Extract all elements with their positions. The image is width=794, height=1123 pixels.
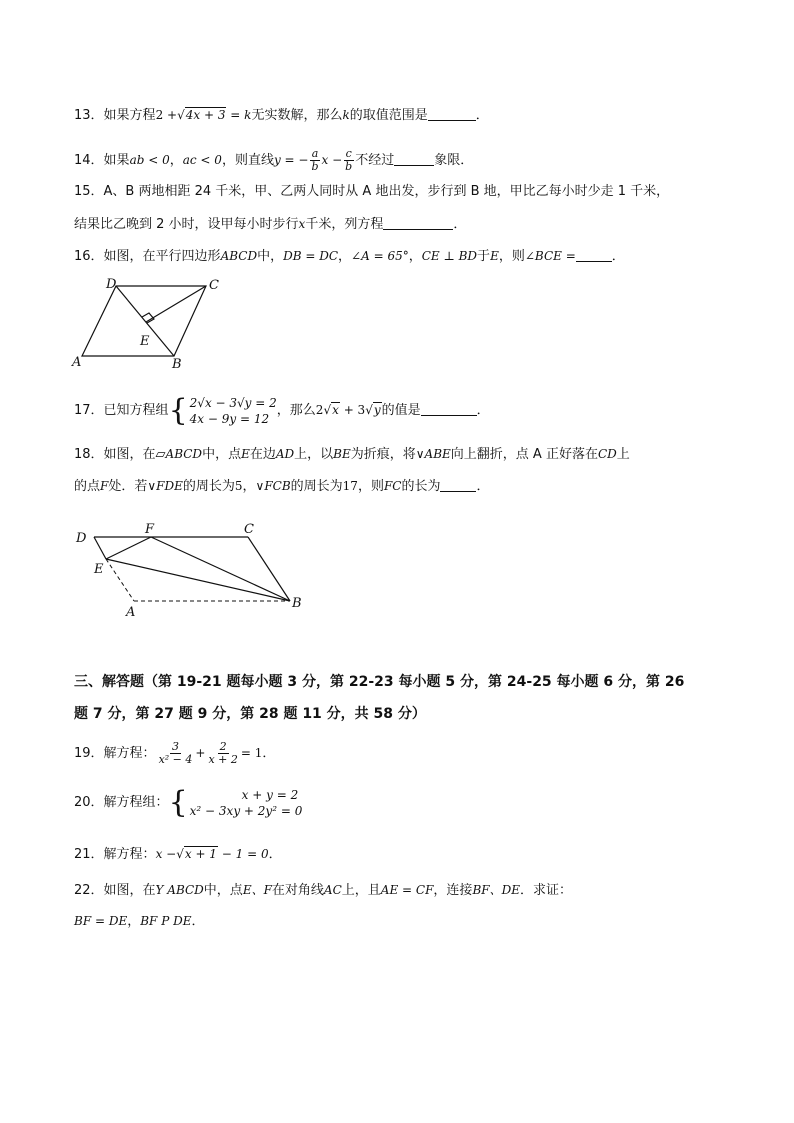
label-b: B xyxy=(172,357,182,370)
segment-ef xyxy=(106,537,151,559)
label-a: A xyxy=(72,355,82,370)
answer-blank[interactable] xyxy=(576,248,612,262)
question-19: 19．解方程： $\frac{3}{\text{x² − 4}}$ + $\frac{2}{x + 2}$ = 1． xyxy=(74,740,276,766)
label-a: A xyxy=(126,605,136,620)
equation-system: { x + y = 2 x² − 3xy + 2y² = 0 xyxy=(168,784,303,820)
label-d: D xyxy=(76,531,87,546)
answer-blank[interactable] xyxy=(383,216,453,230)
question-21: 21．解方程：x −√x + 1 − 1 = 0． xyxy=(74,847,282,862)
segment-ce xyxy=(146,286,206,322)
question-17: 17．已知方程组 { 2√x − 3√y = 2 4x − 9y = 12 ，那么2√x + 3√y的值是 ． xyxy=(74,392,490,428)
radicand: 4x + 3 xyxy=(185,108,226,122)
fraction: $\frac{c}{b}$ xyxy=(345,147,353,173)
answer-blank[interactable] xyxy=(440,478,476,492)
question-18-line-1: 18．如图，在▱ABCD中，点E在边AD上，以BE为折痕，将∨ABE向上翻折，点 A 正好落在CD上 xyxy=(74,447,630,462)
question-13: 13．如果方程2 +√4x + 3 = k无实数解，那么k的取值范围是 ． xyxy=(74,108,489,123)
label-c: C xyxy=(244,522,254,537)
answer-blank[interactable] xyxy=(394,152,434,166)
figure-18-folding xyxy=(70,515,320,625)
question-15-line-2: 结果比乙晚到 2 小时，设甲每小时步行x千米，列方程 ． xyxy=(74,217,467,232)
section-3-heading-line-2: 题 7 分，第 27 题 9 分，第 28 题 11 分，共 58 分） xyxy=(74,706,426,722)
figure-16-parallelogram xyxy=(66,274,236,370)
dashed-ea xyxy=(106,559,134,601)
question-15-line-1: 15．A、B 两地相距 24 千米，甲、乙两人同时从 A 地出发，步行到 B 地，甲比乙每小时少走 1 千米， xyxy=(74,184,670,199)
label-d: D xyxy=(106,277,117,292)
question-14: 14．如果ab < 0，ac < 0，则直线y = − $\frac{a}{b}$ x − $\frac{c}{b}$ 不经过 象限． xyxy=(74,147,474,173)
answer-blank[interactable] xyxy=(421,402,477,416)
fraction: $\frac{3}{\text{x² − 4}}$ xyxy=(158,740,193,766)
question-20: 20．解方程组： { x + y = 2 x² − 3xy + 2y² = 0 xyxy=(74,784,303,820)
fraction: $\frac{2}{x + 2}$ xyxy=(208,740,238,766)
question-22-line-1: 22．如图，在Y ABCD中，点E、F在对角线AC上，且AE = CF，连接BF、DE．求证： xyxy=(74,883,572,898)
answer-blank[interactable] xyxy=(428,107,476,121)
label-e: E xyxy=(94,562,104,577)
segment-de xyxy=(94,537,106,559)
question-18-line-2: 的点F处．若∨FDE的周长为5，∨FCB的周长为17，则FC的长为 ． xyxy=(74,479,490,494)
crease-eb xyxy=(106,559,290,601)
fraction: $\frac{a}{b}$ xyxy=(311,147,319,173)
label-c: C xyxy=(209,278,219,293)
label-e: E xyxy=(140,334,150,349)
question-22-line-2: BF = DE，BF P DE． xyxy=(74,914,205,929)
section-3-heading-line-1: 三、解答题（第 19-21 题每小题 3 分，第 22-23 每小题 5 分，第 24-25 每小题 6 分，第 26 xyxy=(74,674,685,690)
label-f: F xyxy=(145,522,155,537)
label-b: B xyxy=(292,596,302,611)
equation-system: { 2√x − 3√y = 2 4x − 9y = 12 xyxy=(168,392,277,428)
question-16: 16．如图，在平行四边形ABCD中，DB = DC，∠A = 65°，CE ⊥ BD于E，则∠BCE = ． xyxy=(74,249,625,264)
